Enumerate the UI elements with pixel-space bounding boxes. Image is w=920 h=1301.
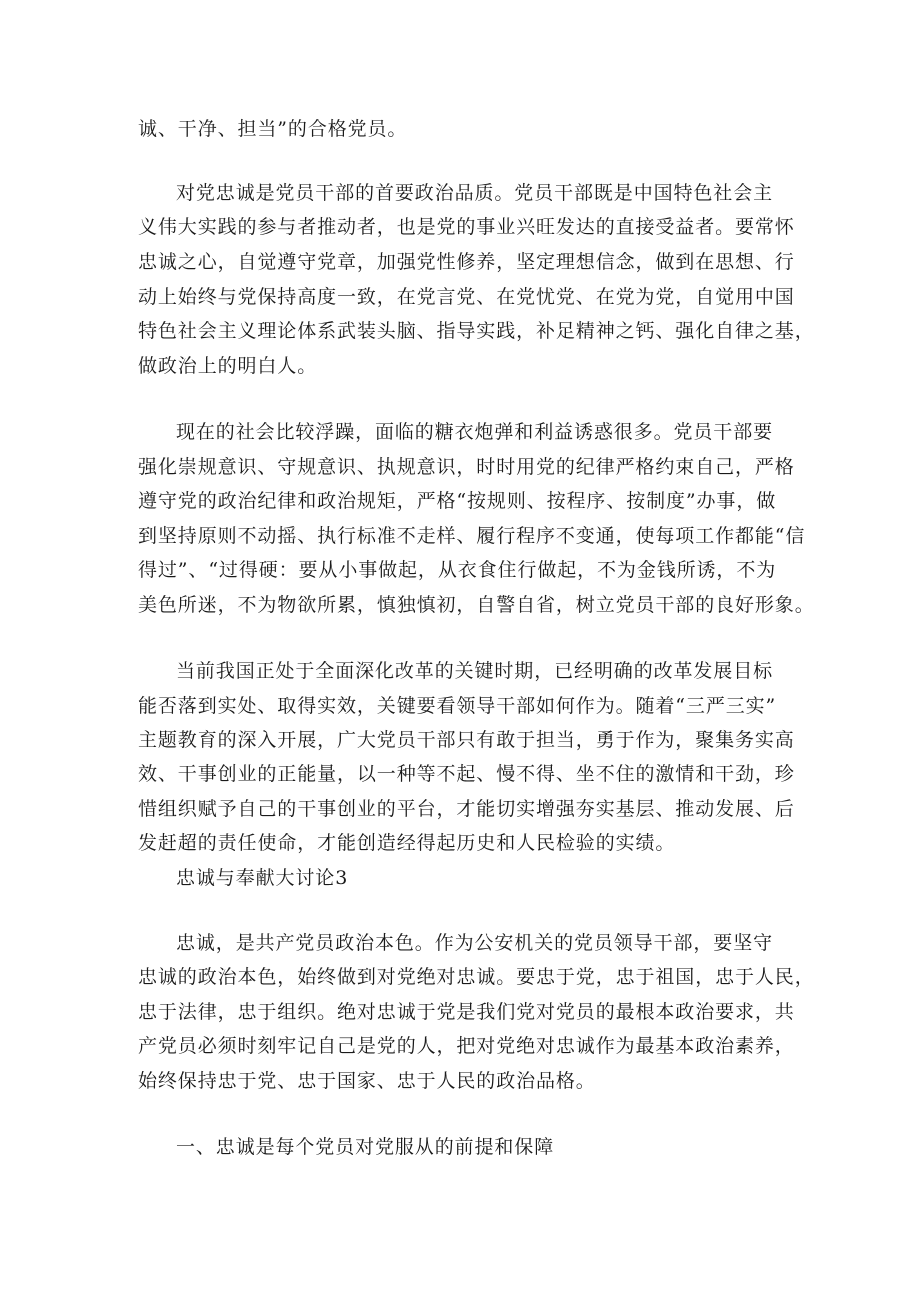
- paragraph-first-line: 忠诚，是共产党员政治本色。作为公安机关的党员领导干部，要坚守: [176, 932, 774, 954]
- text-line: 忠于法律，忠于组织。绝对忠诚于党是我们党对党员的最根本政治要求，共: [138, 1001, 795, 1023]
- section-heading: 忠诚与奉献大讨论3: [176, 867, 349, 889]
- paragraph-first-line: 当前我国正处于全面深化改革的关键时期，已经明确的改革发展目标: [176, 660, 774, 682]
- text-line: 强化崇规意识、守规意识、执规意识，时时用党的纪律严格约束自己，严格: [138, 456, 795, 478]
- text-line: 忠诚的政治本色，始终做到对党绝对忠诚。要忠于党，忠于祖国，忠于人民，: [138, 966, 815, 988]
- text-line: 美色所迷，不为物欲所累，慎独慎初，自警自省，树立党员干部的良好形象。: [138, 594, 815, 616]
- text-line: 能否落到实处、取得实效，关键要看领导干部如何作为。随着“三严三实”: [138, 695, 777, 717]
- text-line: 遵守党的政治纪律和政治规矩，严格“按规则、按程序、按制度”办事，做: [138, 490, 777, 512]
- text-line: 发赶超的责任使命，才能创造经得起历史和人民检验的实绩。: [138, 832, 676, 854]
- text-line: 惜组织赋予自己的干事创业的平台，才能切实增强夯实基层、推动发展、后: [138, 798, 795, 820]
- text-line: 到坚持原则不动摇、执行标准不走样、履行程序不变通，使每项工作都能“信: [138, 525, 806, 547]
- text-line: 产党员必须时刻牢记自己是党的人，把对党绝对忠诚作为最基本政治素养，: [138, 1035, 795, 1057]
- text-line: 效、干事创业的正能量，以一种等不起、慢不得、坐不住的激情和干劲，珍: [138, 763, 795, 785]
- subsection-heading: 一、忠诚是每个党员对党服从的前提和保障: [176, 1136, 555, 1158]
- text-line: 始终保持忠于党、忠于国家、忠于人民的政治品格。: [138, 1070, 596, 1092]
- text-line: 特色社会主义理论体系武装头脑、指导实践，补足精神之钙、强化自律之基，: [138, 320, 815, 342]
- text-line: 做政治上的明白人。: [138, 355, 318, 377]
- paragraph-first-line: 对党忠诚是党员干部的首要政治品质。党员干部既是中国特色社会主: [176, 182, 774, 204]
- text-line: 动上始终与党保持高度一致，在党言党、在党忧党、在党为党，自觉用中国: [138, 286, 795, 308]
- paragraph-first-line: 现在的社会比较浮躁，面临的糖衣炮弹和利益诱惑很多。党员干部要: [176, 421, 774, 443]
- text-line: 主题教育的深入开展，广大党员干部只有敢于担当，勇于作为，聚集务实高: [138, 729, 795, 751]
- text-line: 忠诚之心，自觉遵守党章，加强党性修养，坚定理想信念，做到在思想、行: [138, 251, 795, 273]
- text-line: 义伟大实践的参与者推动者，也是党的事业兴旺发达的直接受益者。要常怀: [138, 216, 795, 238]
- text-line: 得过”、“过得硬：要从小事做起，从衣食住行做起，不为金钱所诱，不为: [138, 559, 777, 581]
- text-line: 诚、干净、担当”的合格党员。: [138, 118, 408, 140]
